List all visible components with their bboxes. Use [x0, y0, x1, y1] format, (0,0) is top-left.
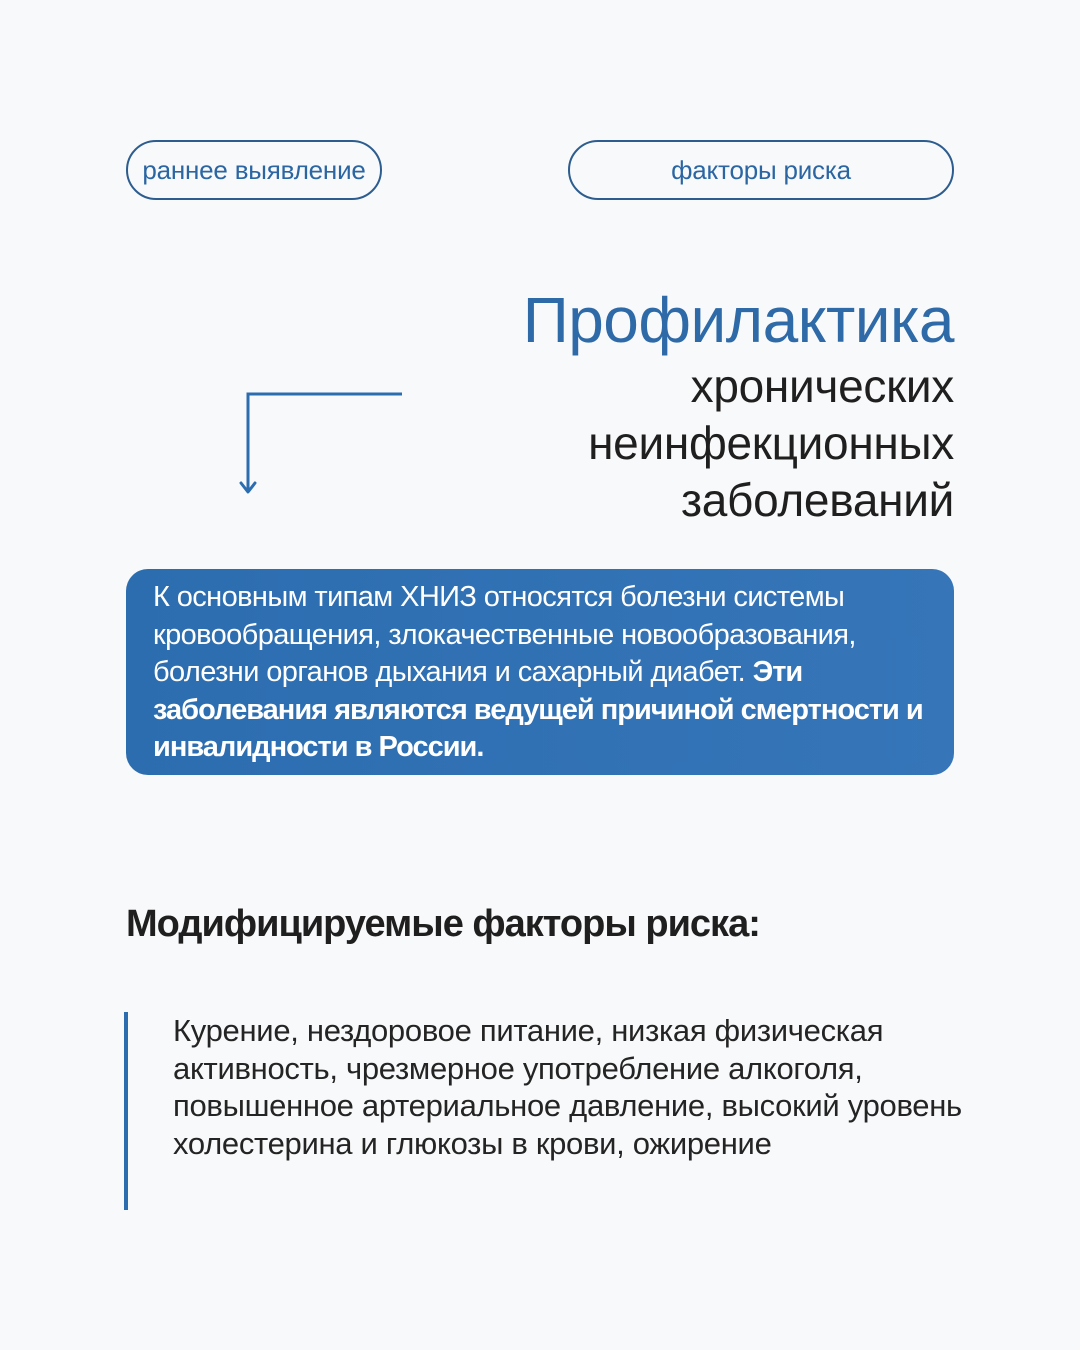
page-title	[354, 282, 954, 529]
corner-down-arrow-icon	[236, 386, 408, 498]
title-main: Профилактика	[522, 284, 954, 356]
info-bold-text: Эти заболевания являются ведущей причиной смертности и инвалидности в России.	[153, 656, 923, 763]
info-text: К основным типам ХНИЗ относятся болезни системы кровообращения, злокачественные новообразования, болезни органов дыхания и сахарный диабет.	[153, 581, 856, 688]
tag-early-detection-label: раннее выявление	[142, 154, 366, 185]
risk-factors-list: Курение, нездоровое питание, низкая физическая активность, чрезмерное употребление алкоголя, повышенное артериальное давление, высокий уровень холестерина и глюкозы в крови, ожирение	[173, 1013, 962, 1161]
risk-factors-heading: Модифицируемые факторы риска:	[126, 903, 760, 945]
title-line-4: заболеваний	[680, 474, 954, 526]
tag-risk-factors-label: факторы риска	[671, 154, 851, 185]
tag-risk-factors	[568, 140, 954, 200]
quote-bar	[124, 1012, 128, 1210]
info-box	[126, 569, 954, 775]
title-line-2: хронических	[690, 360, 954, 412]
title-line-3: неинфекционных	[588, 417, 954, 469]
tag-early-detection	[126, 140, 382, 200]
